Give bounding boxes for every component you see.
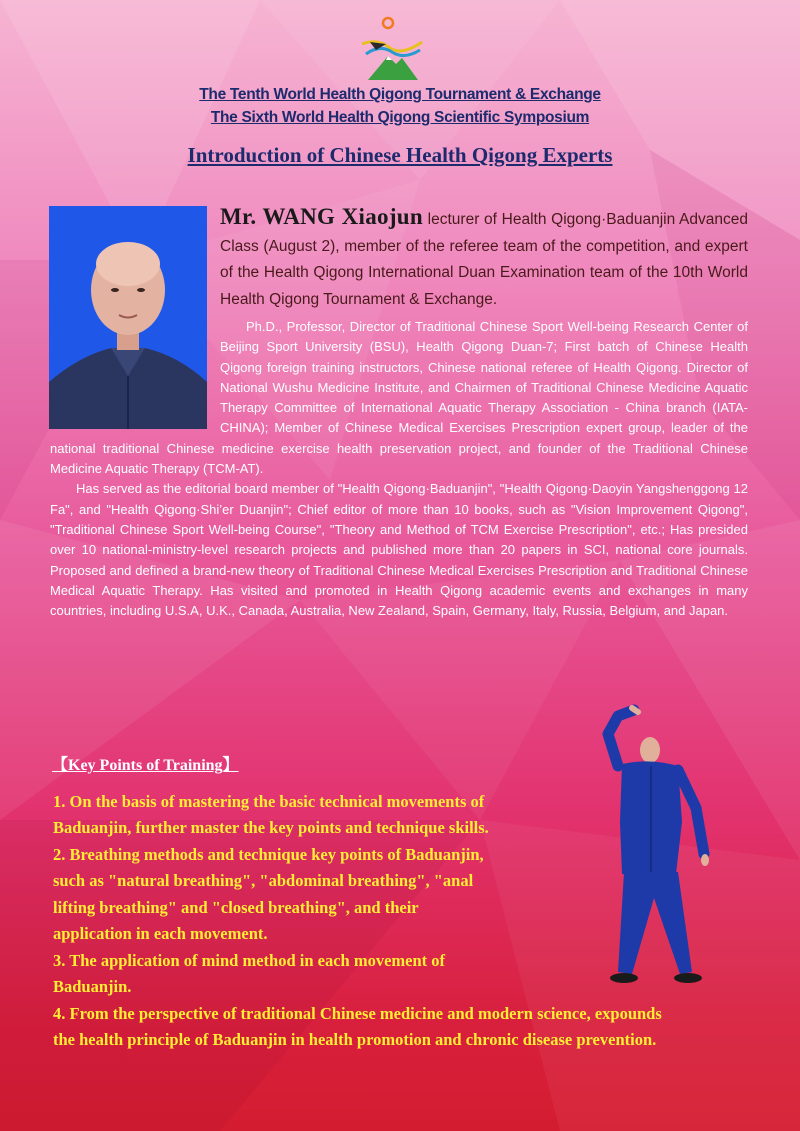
bio-paragraph-2: Has served as the editorial board member of "Health Qigong·Baduanjin", "Health Qigong·Daoyin Yangshenggong 12 Fa", and "Health Qigong·Shi’er Duanjin"; Chief editor of more than 10 books, such as "Vision Improvement Qigong", "Traditional Chinese Sport Well-being Course", "Theory and Method of TCM Exercise Prescription", etc.; Has presided over 10 national-ministry-level research projects and published more than 20 papers in SCI, national core journals. Proposed and defined a brand-new theory of Traditional Chinese Medical Exercises Prescription and Traditional Chinese Medical Aquatic Therapy. Has visited and promoted in Health Qigong academic events and exchanges in many countries, including U.S.A, U.K., Canada, Australia, New Zealand, Spain, Germany, Italy, Russia, Belgium, and Japan. <box>50 481 748 619</box>
key-point-line: such as "natural breathing", "abdominal breathing", "anal <box>53 871 474 890</box>
key-point-line: 2. Breathing methods and technique key points of Baduanjin, <box>53 845 484 864</box>
key-point-line: Baduanjin, further master the key points and technique skills. <box>53 818 489 837</box>
bio-paragraph-1: Ph.D., Professor, Director of Traditional Chinese Sport Well-being Research Center of Beijing Sport University (BSU), Health Qigong Duan-7; First batch of Chinese Health Qigong foreign training instructors, Chinese national referee of Health Qigong. Director of National Wushu Medicine Institute, and Chairmen of Traditional Chinese Medicine Aquatic Therapy Committee of International Aquatic Therapy Association - China branch (IATA-CHINA); Member of Chinese Medical Exercises Prescription expert group, leader of the national traditional Chinese medicine exercise health preservation project, and founder of the Traditional Chinese Medicine Aquatic Therapy (TCM-AT). <box>50 319 748 477</box>
key-point-line: 3. The application of mind method in each movement of <box>53 951 446 970</box>
photo-spacer <box>50 204 220 426</box>
key-point-line: 1. On the basis of mastering the basic technical movements of <box>53 792 485 811</box>
event-title-line1: The Tenth World Health Qigong Tournament & Exchange <box>199 86 601 103</box>
expert-name: Mr. WANG Xiaojun <box>220 204 423 229</box>
baduanjin-pose-figure <box>596 704 716 988</box>
key-point-line: 4. From the perspective of traditional Chinese medicine and modern science, expounds <box>53 1004 662 1023</box>
key-point-line: lifting breathing" and "closed breathing", and their <box>53 898 419 917</box>
key-points-heading: 【Key Points of Training】 <box>52 757 239 774</box>
key-point-line: application in each movement. <box>53 924 268 943</box>
event-title-line2: The Sixth World Health Qigong Scientific Symposium <box>210 109 590 126</box>
key-point-line: the health principle of Baduanjin in health promotion and chronic disease prevention. <box>53 1030 657 1049</box>
page-title: Introduction of Chinese Health Qigong Experts <box>187 143 613 167</box>
expert-role: lecturer of Health Qigong·Baduanjin Advanced Class (August 2), member of the referee team of the competition, and expert of the Health Qigong International Duan Examination team of the 10th World Health Qigong Tournament & Exchange. <box>220 211 748 308</box>
key-point-line: Baduanjin. <box>53 977 132 996</box>
event-logo <box>356 14 426 84</box>
expert-intro <box>50 204 748 621</box>
